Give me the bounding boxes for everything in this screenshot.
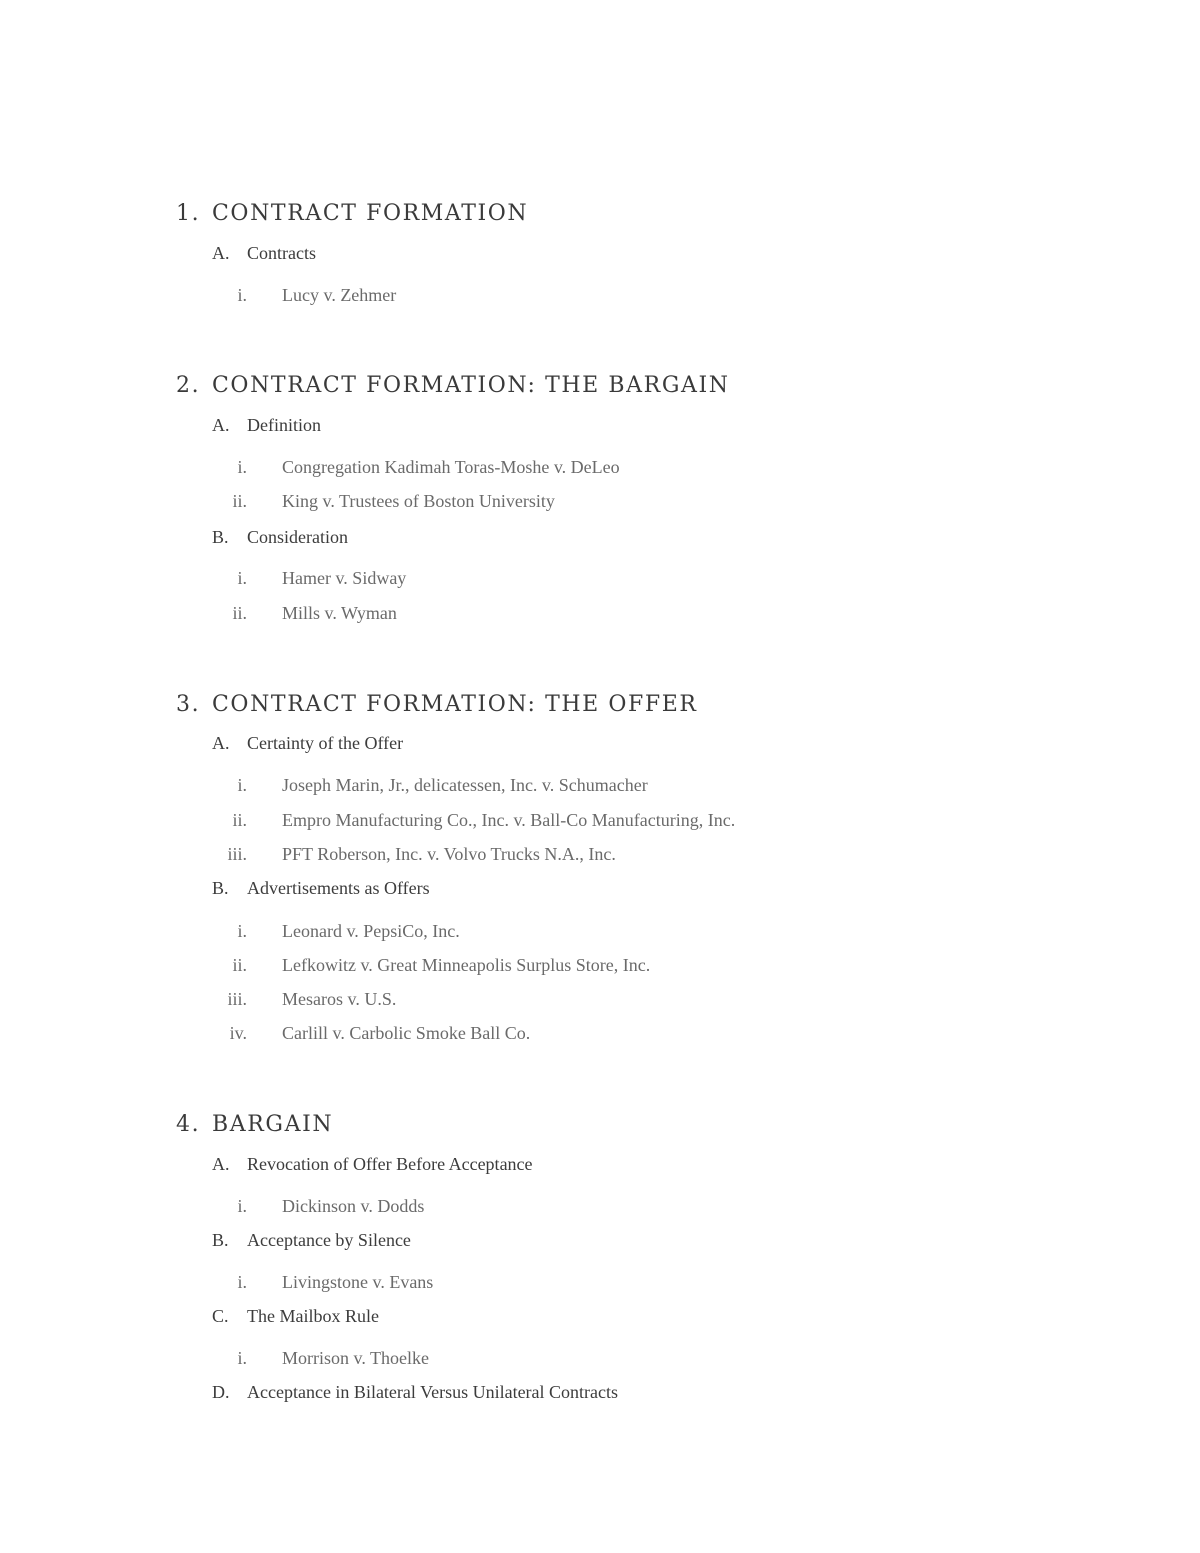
case-numeral: i. [237, 1196, 247, 1216]
subsection-heading [212, 1230, 411, 1256]
case-numeral: i. [237, 1348, 247, 1368]
subsection-title: Acceptance in Bilateral Versus Unilateral Contracts [247, 1382, 619, 1402]
case-numeral: i. [237, 1272, 247, 1292]
case-name: Carlill v. Carbolic Smoke Ball Co. [282, 1023, 531, 1043]
section-title: BARGAIN [212, 1112, 334, 1137]
subsection-heading [212, 415, 321, 441]
case-numeral: i. [237, 775, 247, 795]
subsection-letter: C. [212, 1306, 229, 1326]
subsection-title: Advertisements as Offers [247, 878, 430, 898]
subsection-title: Acceptance by Silence [247, 1230, 411, 1250]
case-item [200, 921, 460, 947]
section-heading [176, 1112, 333, 1142]
case-item [200, 844, 616, 870]
case-numeral: iii. [227, 844, 247, 864]
subsection-letter: B. [212, 878, 229, 898]
case-name: Mesaros v. U.S. [282, 989, 397, 1009]
subsection-letter: A. [212, 733, 230, 753]
case-item [200, 603, 397, 629]
case-item [200, 989, 396, 1015]
subsection-heading [212, 243, 316, 269]
case-numeral: ii. [232, 603, 247, 623]
section-heading [176, 692, 698, 722]
section-number: 2. [176, 373, 201, 398]
section-number: 1. [176, 201, 201, 226]
subsection-heading [212, 878, 430, 904]
case-item [200, 568, 406, 594]
case-name: Joseph Marin, Jr., delicatessen, Inc. v. Schumacher [282, 775, 648, 795]
subsection-letter: A. [212, 415, 230, 435]
section-heading [176, 373, 730, 403]
subsection-heading [212, 1154, 533, 1180]
subsection-heading [212, 733, 403, 759]
subsection-title: Definition [247, 415, 321, 435]
case-numeral: i. [237, 457, 247, 477]
case-item [200, 955, 650, 981]
case-item [200, 1272, 433, 1298]
case-numeral: iii. [227, 989, 247, 1009]
subsection-letter: B. [212, 1230, 229, 1250]
case-name: Morrison v. Thoelke [282, 1348, 429, 1368]
case-name: Mills v. Wyman [282, 603, 397, 623]
subsection-letter: A. [212, 1154, 230, 1174]
subsection-heading [212, 527, 348, 553]
case-item [200, 810, 735, 836]
case-name: King v. Trustees of Boston University [282, 491, 555, 511]
subsection-letter: D. [212, 1382, 230, 1402]
subsection-letter: A. [212, 243, 230, 263]
case-item [200, 491, 555, 517]
section-title: CONTRACT FORMATION [212, 201, 529, 226]
case-numeral: ii. [232, 491, 247, 511]
case-name: Hamer v. Sidway [282, 568, 407, 588]
case-item [200, 1348, 429, 1374]
section-heading [176, 201, 528, 231]
case-name: Lefkowitz v. Great Minneapolis Surplus Store, Inc. [282, 955, 651, 975]
case-item [200, 1196, 424, 1222]
case-name: Lucy v. Zehmer [282, 285, 397, 305]
case-item [200, 457, 620, 483]
section-number: 4. [176, 1112, 201, 1137]
subsection-title: Certainty of the Offer [247, 733, 404, 753]
case-name: Leonard v. PepsiCo, Inc. [282, 921, 460, 941]
subsection-title: Contracts [247, 243, 316, 263]
subsection-heading [212, 1382, 618, 1408]
case-item [200, 285, 396, 311]
case-name: Congregation Kadimah Toras-Moshe v. DeLeo [282, 457, 620, 477]
subsection-title: Revocation of Offer Before Acceptance [247, 1154, 533, 1174]
section-title: CONTRACT FORMATION: THE BARGAIN [212, 373, 730, 398]
case-name: PFT Roberson, Inc. v. Volvo Trucks N.A., Inc. [282, 844, 616, 864]
case-numeral: i. [237, 921, 247, 941]
subsection-heading [212, 1306, 379, 1332]
case-numeral: iv. [229, 1023, 247, 1043]
subsection-title: The Mailbox Rule [247, 1306, 379, 1326]
case-name: Livingstone v. Evans [282, 1272, 434, 1292]
case-numeral: i. [237, 285, 247, 305]
section-number: 3. [176, 692, 201, 717]
case-numeral: i. [237, 568, 247, 588]
section-title: CONTRACT FORMATION: THE OFFER [212, 692, 698, 717]
case-numeral: ii. [232, 810, 247, 830]
subsection-letter: B. [212, 527, 229, 547]
case-item [200, 1023, 530, 1049]
case-name: Empro Manufacturing Co., Inc. v. Ball-Co Manufacturing, Inc. [282, 810, 736, 830]
case-numeral: ii. [232, 955, 247, 975]
subsection-title: Consideration [247, 527, 348, 547]
case-item [200, 775, 648, 801]
case-name: Dickinson v. Dodds [282, 1196, 425, 1216]
